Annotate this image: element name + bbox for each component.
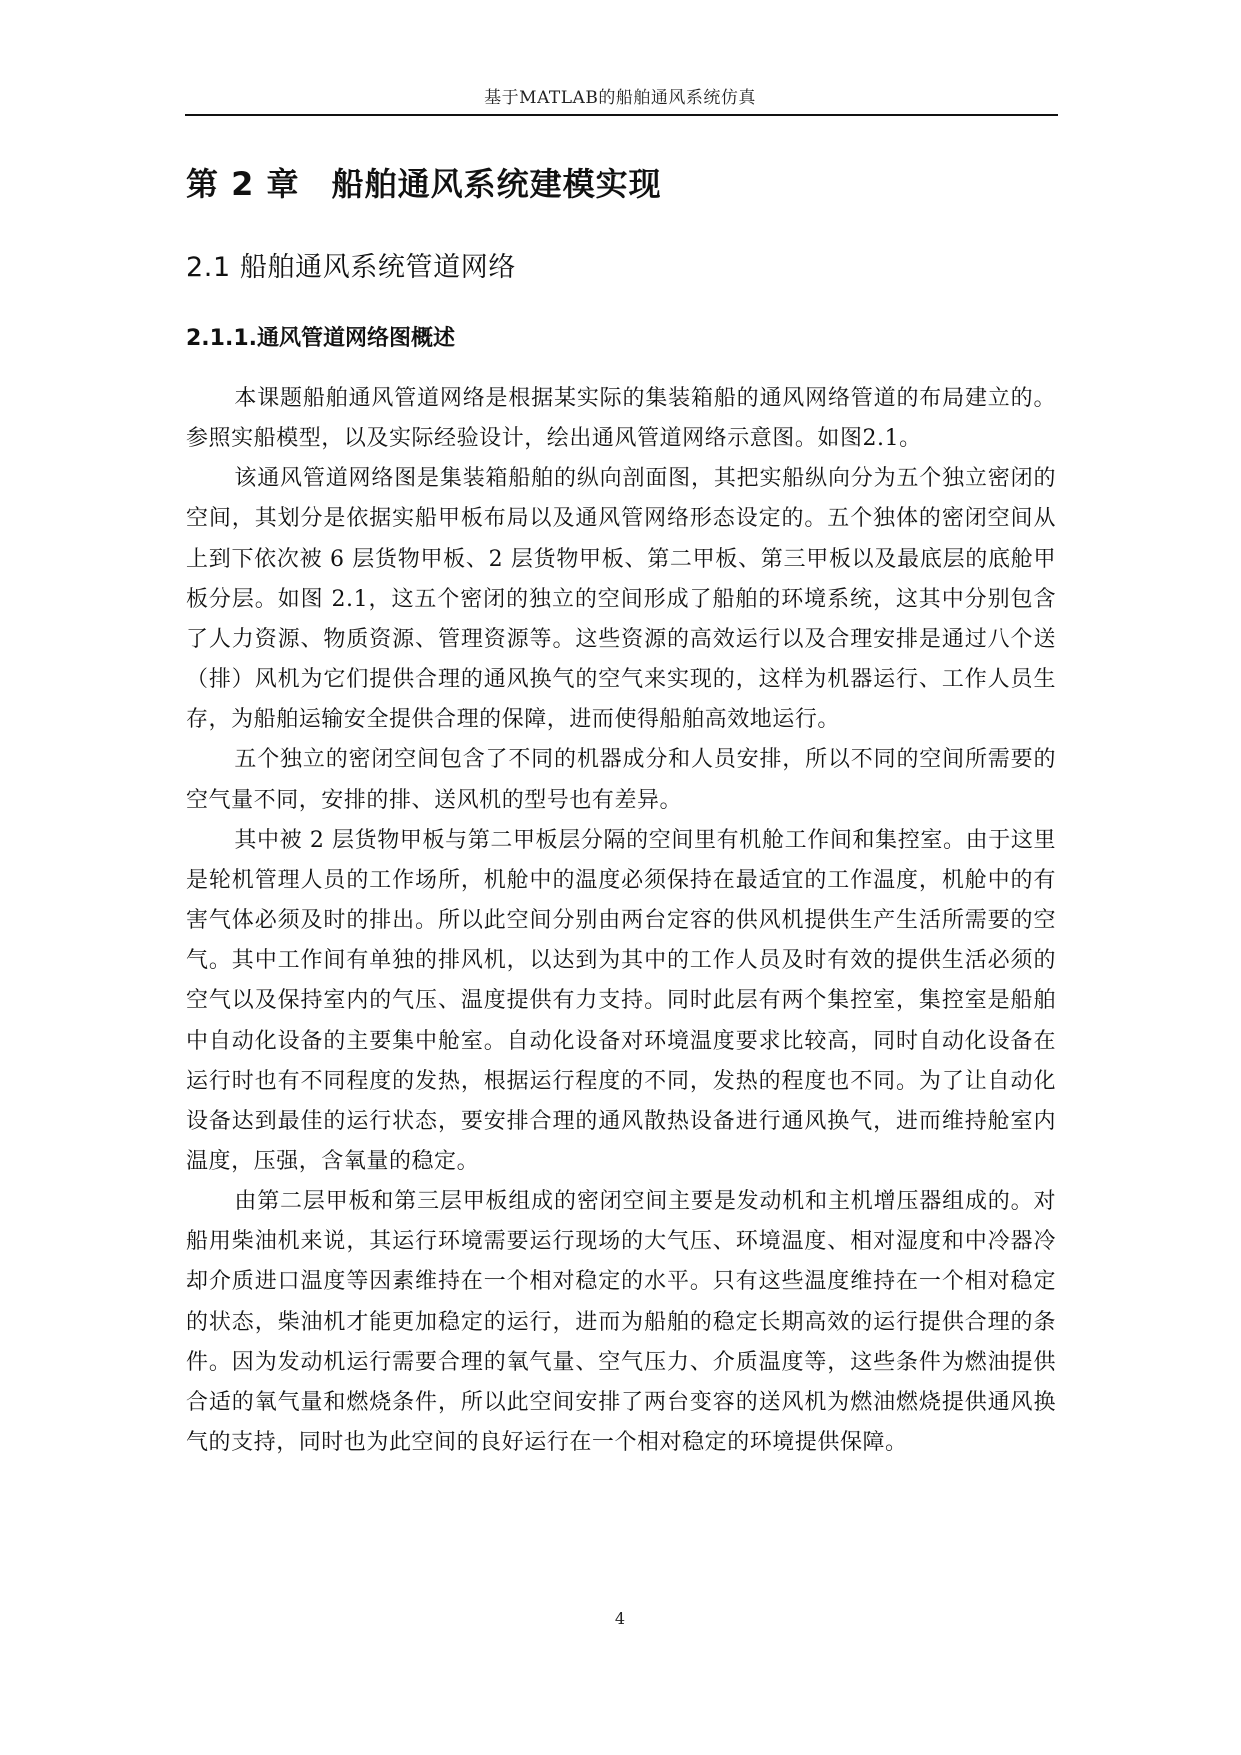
- section-title: 2.1 船舶通风系统管道网络: [186, 252, 516, 283]
- paragraph-2: 该通风管道网络图是集装箱船舶的纵向剖面图，其把实船纵向分为五个独立密闭的空间，其划分是依据实船甲板布局以及通风管网络形态设定的。五个独体的密闭空间从上到下依次被 6 层货物甲板、2 层货物甲板、第二甲板、第三甲板以及最底层的底舱甲板分层。如图 2.1，这五个密闭的独立的空间形成了船舶的环境系统，这其中分别包含了人力资源、物质资源、管理资源等。这些资源的高效运行以及合理安排是通过八个送（排）风机为它们提供合理的通风换气的空气来实现的，这样为机器运行、工作人员生存，为船舶运输安全提供合理的保障，进而使得船舶高效地运行。: [186, 466, 1056, 733]
- chapter-title-text: 船舶通风系统建模实现: [331, 165, 662, 203]
- paragraph-5: 由第二层甲板和第三层甲板组成的密闭空间主要是发动机和主机增压器组成的。对船用柴油机来说，其运行环境需要运行现场的大气压、环境温度、相对湿度和中冷器冷却介质进口温度等因素维持在一个相对稳定的水平。只有这些温度维持在一个相对稳定的状态，柴油机才能更加稳定的运行，进而为船舶的稳定长期高效的运行提供合理的条件。因为发动机运行需要合理的氧气量、空气压力、介质温度等，这些条件为燃油提供合适的氧气量和燃烧条件，所以此空间安排了两台变容的送风机为燃油燃烧提供通风换气的支持，同时也为此空间的良好运行在一个相对稳定的环境提供保障。: [186, 1189, 1056, 1456]
- paragraph-3: 五个独立的密闭空间包含了不同的机器成分和人员安排，所以不同的空间所需要的空气量不同，安排的排、送风机的型号也有差异。: [186, 747, 1056, 813]
- body-text: [186, 379, 1056, 1463]
- header-rule: [185, 114, 1058, 116]
- running-header: 基于MATLAB的船舶通风系统仿真: [484, 88, 756, 108]
- subsection-title: 2.1.1.通风管道网络图概述: [186, 326, 455, 351]
- page-number: 4: [614, 1609, 626, 1628]
- paragraph-1: 本课题船舶通风管道网络是根据某实际的集装箱船的通风网络管道的布局建立的。参照实船模型，以及实际经验设计，绘出通风管道网络示意图。如图2.1。: [186, 386, 1056, 452]
- chapter-title: [186, 161, 1046, 207]
- paragraph-4: 其中被 2 层货物甲板与第二甲板层分隔的空间里有机舱工作间和集控室。由于这里是轮机管理人员的工作场所，机舱中的温度必须保持在最适宜的工作温度，机舱中的有害气体必须及时的排出。所以此空间分别由两台定容的供风机提供生产生活所需要的空气。其中工作间有单独的排风机，以达到为其中的工作人员及时有效的提供生活必须的空气以及保持室内的气压、温度提供有力支持。同时此层有两个集控室，集控室是船舶中自动化设备的主要集中舱室。自动化设备对环境温度要求比较高，同时自动化设备在运行时也有不同程度的发热，根据运行程度的不同，发热的程度也不同。为了让自动化设备达到最佳的运行状态，要安排合理的通风散热设备进行通风换气，进而维持舱室内温度，压强，含氧量的稳定。: [186, 827, 1056, 1174]
- chapter-number: 第 2 章: [186, 165, 300, 203]
